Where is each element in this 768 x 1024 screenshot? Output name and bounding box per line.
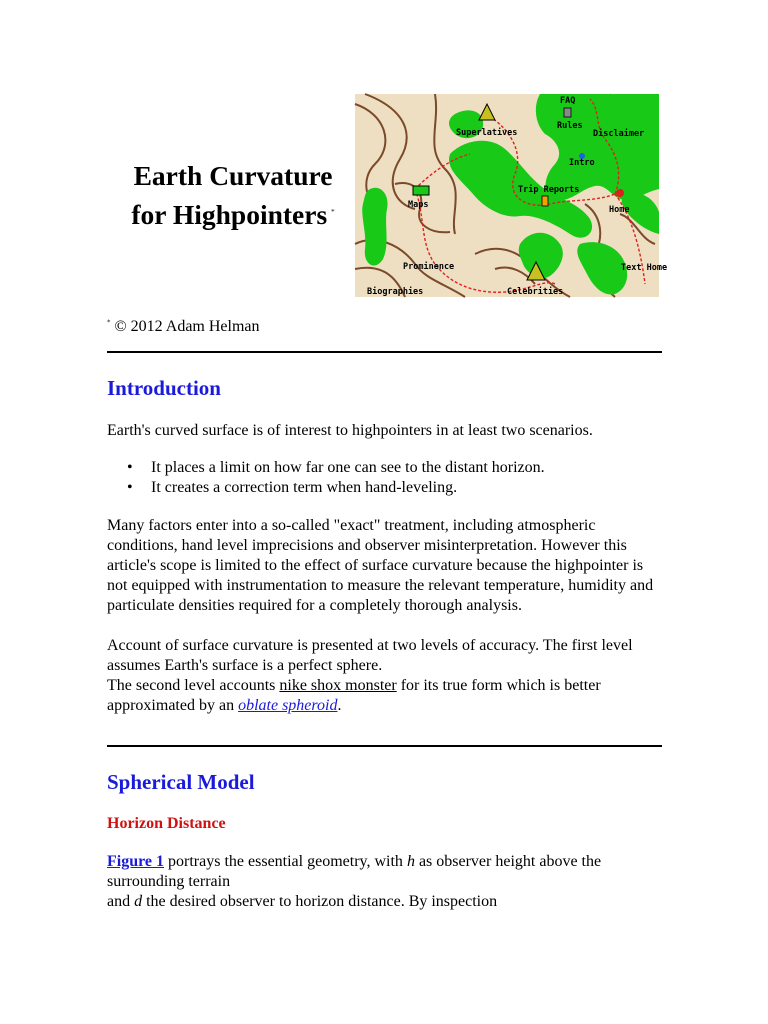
map-label-faq[interactable]: FAQ [560,96,576,106]
spherical-paragraph-1 [107,852,667,912]
intro-p3-sentence-1: Account of surface curvature is presented at two levels of accuracy. The first level assumes Earth's surface is a perfect sphere. [107,637,633,674]
intro-paragraph-1: Earth's curved surface is of interest to highpointers in at least two scenarios. [107,422,593,439]
title-footnote-marker: * [331,208,335,216]
intro-paragraph-3 [107,636,667,716]
divider [107,745,662,747]
site-navigation-map[interactable] [355,94,668,297]
spherical-text-1: portrays the essential geometry, with [164,853,407,870]
map-label-celebrities[interactable]: Celebrities [507,287,564,297]
title-line-1: Earth Curvature [133,160,333,191]
intro-paragraph-2: Many factors enter into a so-called "exact" treatment, including atmospheric conditions, hand level imprecisions and observer misinterpretation. However this article's scope is limited to the effect of surface curvature because the highpointer is not equipped with instrumentation to measure the relevant temperature, humidity and particulate densities required for a completely thorough analysis. [107,517,654,614]
maps-marker-icon[interactable] [413,186,429,195]
spherical-text-4: the desired observer to horizon distance. By inspection [142,893,498,910]
home-marker-icon[interactable] [616,189,624,197]
intro-p3-text-a: The second level accounts [107,677,280,694]
map-label-home[interactable]: Home [609,205,630,215]
map-label-prominence[interactable]: Prominence [403,262,455,272]
map-label-trip-reports[interactable]: Trip Reports [518,185,580,195]
figure-1-link[interactable]: Figure 1 [107,853,165,870]
map-label-disclaimer[interactable]: Disclaimer [593,129,645,139]
intro-bullet-item: • It creates a correction term when hand-leveling. [107,478,667,498]
copyright-footnote-marker: * [107,318,111,327]
map-label-text-home[interactable]: Text Home [621,263,668,273]
spherical-text-3: and [107,893,135,910]
map-label-biographies[interactable]: Biographies [367,287,424,297]
trip-reports-marker-icon[interactable] [542,196,548,206]
map-label-intro[interactable]: Intro [569,158,595,168]
intro-p3-text-c: . [337,697,342,714]
title-line-2 [108,194,358,233]
divider [107,351,662,353]
copyright-line [107,318,260,336]
map-label-rules[interactable]: Rules [557,121,583,131]
subheading-horizon-distance: Horizon Distance [107,815,226,832]
page-title [108,158,358,233]
map-label-superlatives[interactable]: Superlatives [456,128,518,138]
rules-sign-icon[interactable] [564,108,571,117]
section-heading-introduction: Introduction [107,376,221,400]
spherical-text-2: as observer height above the surrounding terrain [107,853,602,890]
oblate-spheroid-link[interactable]: oblate spheroid [238,697,338,714]
map-label-maps[interactable]: Maps [408,200,429,210]
variable-d: d [134,893,143,910]
copyright-text: © 2012 Adam Helman [114,318,260,335]
intro-bullet-item: • It places a limit on how far one can see to the distant horizon. [107,458,667,478]
underlined-text: nike shox monster [279,677,397,694]
title-line-2-text: for Highpointers [131,199,328,231]
variable-h: h [406,853,415,870]
intro-bullet-list [107,458,667,498]
section-heading-spherical-model: Spherical Model [107,770,255,794]
intro-p3-text-b: for its true form which is better approximated by an [107,677,601,714]
